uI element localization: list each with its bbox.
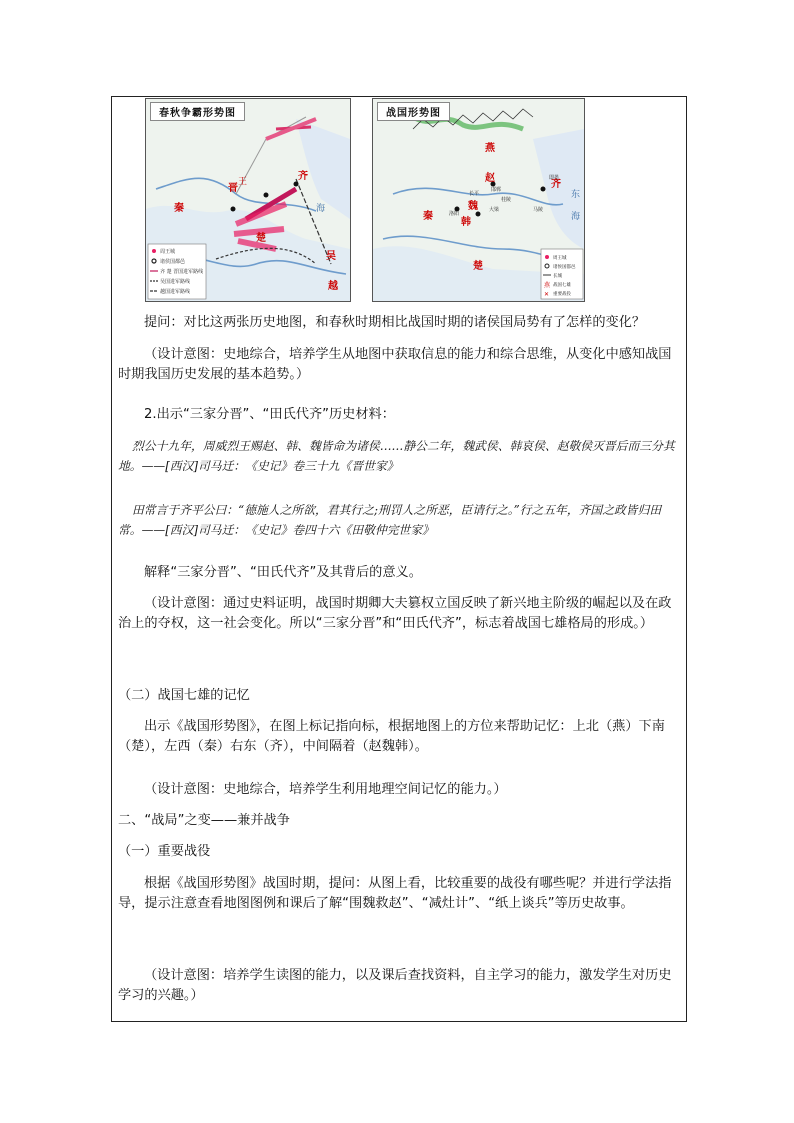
quote-jin-shijia: 烈公十九年，周威烈王赐赵、韩、魏皆命为诸侯……静公二年，魏武侯、韩哀侯、赵敬侯灭晋后而三分其地。——[西汉]司马迁：《史记》卷三十九《晋世家》 (118, 439, 675, 473)
legend-left-4: 越国进军路线 (160, 289, 191, 295)
label-jin: 晋 (228, 183, 238, 194)
warring-states-map (372, 98, 585, 302)
legend-left-2: 齐 楚 晋国进军路线 (160, 269, 204, 275)
ws-luoyang: 洛阳 (449, 211, 460, 217)
design-intent-2: （设计意图：通过史料证明，战国时期卿大夫篡权立国反映了新兴地主阶级的崛起以及在政治上的夺权，这一社会变化。所以“三家分晋”和“田氏代齐”，标志着战国七雄格局的形成。） (118, 596, 672, 631)
ws-yan: 燕 (485, 143, 495, 154)
section-war-change: 二、“战局”之变——兼并战争 (118, 813, 290, 828)
ws-daliang: 大梁 (489, 207, 500, 213)
ws-maling: 马陵 (533, 207, 544, 213)
ws-wei: 魏 (468, 201, 478, 212)
legend-right-3: 战国七雄 (553, 283, 571, 288)
legend-right-4: 重要战役 (553, 292, 571, 297)
design-intent-3: （设计意图：史地综合，培养学生利用地理空间记忆的能力。） (144, 782, 507, 797)
legend-left-1: 诸侯国都邑 (160, 259, 186, 265)
ws-changping: 长平 (469, 191, 480, 197)
label-yue: 越 (328, 281, 338, 292)
design-intent-4: （设计意图：培养学生读图的能力，以及课后查找资料，自主学习的能力，激发学生对历史学习的兴趣。） (118, 968, 672, 1003)
label-wang: 王 (238, 177, 248, 187)
legend-left-0: 周王城 (160, 249, 176, 255)
ws-qin: 秦 (423, 211, 433, 222)
section-important-battles: （一）重要战役 (118, 844, 211, 859)
ws-chu: 楚 (473, 261, 483, 272)
legend-right-2: 长城 (553, 274, 562, 279)
label-qin: 秦 (174, 203, 184, 214)
label-chu: 楚 (256, 233, 266, 244)
ws-zhao: 赵 (485, 173, 495, 184)
quote-tian-shijia: 田常言于齐平公曰：“德施人之所欲，君其行之;刑罚人之所恶，臣请行之。”行之五年，齐国之政皆归田常。——[西汉]司马迁：《史记》卷四十六《田敬仲完世家》 (118, 503, 662, 537)
warring-states-map-graphic (373, 99, 584, 301)
explain-prompt: 解释“三家分晋”、“田氏代齐”及其背后的意义。 (144, 565, 422, 580)
ws-qi: 齐 (551, 179, 561, 190)
section-seven-states: （二）战国七雄的记忆 (118, 688, 250, 703)
material-heading: 2.出示“三家分晋”、“田氏代齐”历史材料： (144, 407, 395, 422)
left-map-title: 春秋争霸形势图 (150, 102, 245, 121)
label-qi: 齐 (298, 171, 308, 182)
ws-han: 韩 (461, 217, 471, 228)
legend-left-3: 吴国进军路线 (160, 279, 191, 285)
ws-sea: 海 (571, 212, 581, 222)
seven-states-memory: 出示《战国形势图》，在图上标记指向标，根据地图上的方位来帮助记忆：上北（燕）下南（楚），左西（秦）右东（齐），中间隔着（赵魏韩）。 (118, 719, 665, 754)
spring-autumn-map (145, 98, 351, 302)
spring-autumn-map-graphic (146, 99, 350, 301)
ws-guiling: 桂陵 (501, 197, 512, 203)
right-map-title: 战国形势图 (377, 102, 450, 121)
battles-question: 根据《战国形势图》战国时期，提问：从图上看，比较重要的战役有哪些呢？并进行学法指导，提示注意查看地图图例和课后了解“围魏救赵”、“减灶计”、“纸上谈兵”等历史故事。 (118, 876, 672, 911)
label-sea: 海 (316, 204, 326, 214)
design-intent-1: （设计意图：史地综合，培养学生从地图中获取信息的能力和综合思维，从变化中感知战国时期我国历史发展的基本趋势。） (118, 347, 672, 382)
svg-text:燕: 燕 (544, 282, 551, 289)
legend-right-0: 周王城 (553, 256, 567, 261)
ws-east: 东 (571, 190, 581, 200)
label-wu: 吴 (326, 251, 336, 262)
ws-handan: 邯郸 (491, 187, 502, 193)
question-compare-maps: 提问：对比这两张历史地图，和春秋时期相比战国时期的诸侯国局势有了怎样的变化？ (144, 315, 646, 330)
legend-right-1: 诸侯国都邑 (553, 265, 576, 270)
svg-text:✕: ✕ (544, 291, 550, 298)
ws-jimo: 即墨 (549, 175, 560, 181)
